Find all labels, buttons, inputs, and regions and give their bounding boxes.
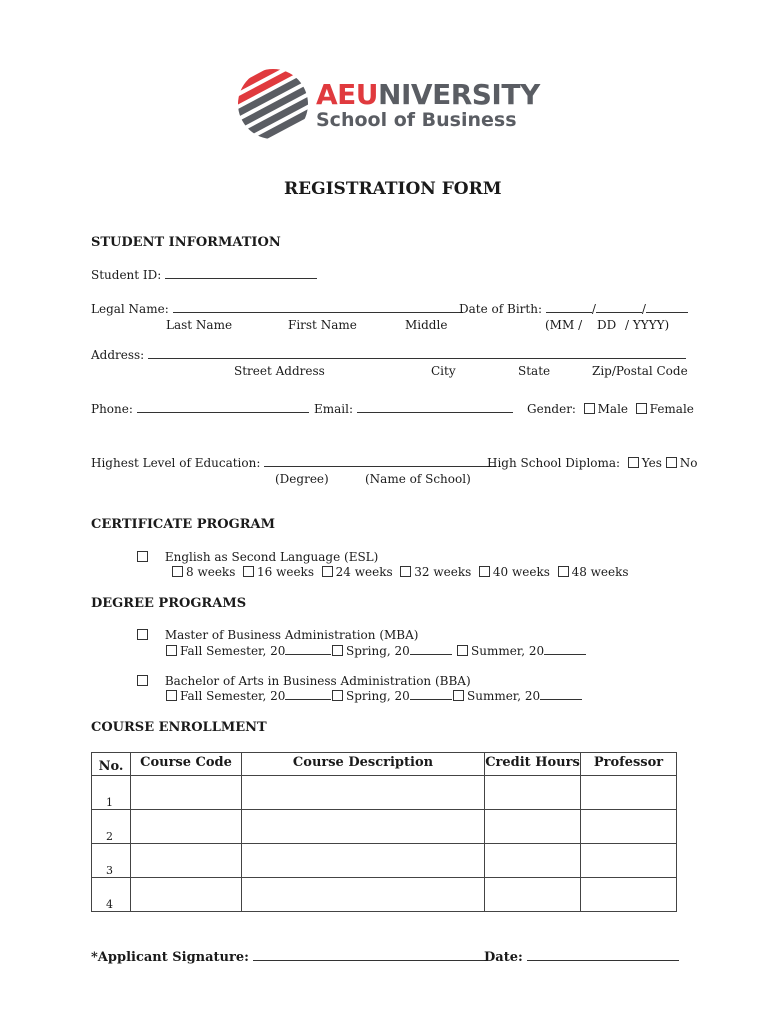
student-id-row — [91, 268, 317, 282]
mba-fall-option — [166, 644, 331, 658]
female-checkbox[interactable] — [636, 403, 647, 414]
credit-hours-cell[interactable] — [485, 776, 581, 810]
table-row — [92, 776, 677, 810]
duration-checkbox[interactable] — [172, 566, 183, 577]
mba-checkbox[interactable] — [137, 629, 148, 640]
mba-summer-checkbox[interactable] — [457, 645, 468, 656]
form-title: REGISTRATION FORM — [284, 179, 502, 199]
dob-year-field[interactable] — [646, 302, 688, 313]
col-header-credit-hours: Credit Hours — [485, 753, 581, 776]
education-row — [91, 456, 496, 470]
gender-row — [527, 402, 694, 416]
credit-hours-cell[interactable] — [485, 810, 581, 844]
diploma-row — [487, 456, 697, 470]
degree-caption: (Degree) — [275, 472, 329, 486]
fall-semester-label: Fall Semester, 20 — [180, 644, 286, 658]
row-number: 4 — [92, 878, 131, 912]
duration-option-label: 48 weeks — [571, 565, 629, 579]
bba-summer-checkbox[interactable] — [453, 690, 464, 701]
mba-program-row — [137, 628, 418, 642]
esl-program-row — [137, 550, 378, 564]
diploma-no-label: No — [679, 456, 698, 470]
middle-caption: Middle — [405, 318, 448, 332]
duration-checkbox[interactable] — [479, 566, 490, 577]
table-header-row — [92, 753, 677, 776]
last-name-caption: Last Name — [166, 318, 233, 332]
email-label: Email: — [314, 402, 354, 416]
spring-label: Spring, 20 — [346, 689, 410, 703]
mba-fall-checkbox[interactable] — [166, 645, 177, 656]
row-number: 1 — [92, 776, 131, 810]
city-caption: City — [431, 364, 456, 378]
duration-checkbox[interactable] — [400, 566, 411, 577]
dob-label: Date of Birth: — [459, 302, 542, 316]
mba-program-label: Master of Business Administration (MBA) — [164, 628, 419, 642]
col-header-label: No. — [98, 759, 124, 774]
row-number: 3 — [92, 844, 131, 878]
row-number: 2 — [92, 810, 131, 844]
col-header-course-code: Course Code — [131, 753, 242, 776]
duration-checkbox[interactable] — [558, 566, 569, 577]
dob-month-field[interactable] — [546, 302, 592, 313]
esl-checkbox[interactable] — [137, 551, 148, 562]
bba-fall-checkbox[interactable] — [166, 690, 177, 701]
date-row — [484, 950, 679, 965]
dob-day-field[interactable] — [596, 302, 642, 313]
credit-hours-cell[interactable] — [485, 844, 581, 878]
male-checkbox[interactable] — [584, 403, 595, 414]
student-id-field[interactable] — [165, 268, 317, 279]
phone-row — [91, 402, 309, 416]
signature-label: *Applicant Signature: — [91, 950, 249, 965]
professor-cell[interactable] — [581, 844, 677, 878]
bba-spring-year-field[interactable] — [410, 689, 452, 700]
course-enrollment-table — [91, 752, 677, 912]
course-code-cell[interactable] — [131, 776, 242, 810]
logo-wordmark — [316, 78, 540, 111]
table-row — [92, 878, 677, 912]
phone-label: Phone: — [91, 402, 133, 416]
state-caption: State — [518, 364, 551, 378]
dob-mm-caption: (MM / — [545, 318, 583, 332]
bba-summer-year-field[interactable] — [540, 689, 582, 700]
duration-option-label: 16 weeks — [257, 565, 314, 579]
address-label: Address: — [91, 348, 145, 362]
dob-slash: / — [641, 302, 646, 316]
education-label: Highest Level of Education: — [91, 456, 261, 470]
dob-slash: / — [591, 302, 596, 316]
mba-spring-year-field[interactable] — [410, 644, 452, 655]
professor-cell[interactable] — [581, 776, 677, 810]
diploma-yes-checkbox[interactable] — [628, 457, 639, 468]
certificate-heading: CERTIFICATE PROGRAM — [91, 517, 276, 532]
mba-summer-option — [457, 644, 586, 658]
logo-brand-red: AEU — [316, 78, 379, 111]
bba-fall-option — [166, 689, 331, 703]
phone-field[interactable] — [137, 402, 309, 413]
email-row — [314, 402, 513, 416]
summer-label: Summer, 20 — [467, 689, 541, 703]
student-id-label: Student ID: — [91, 268, 162, 282]
legal-name-row — [91, 302, 463, 316]
col-header-no — [92, 753, 131, 776]
mba-spring-option — [332, 644, 452, 658]
diploma-label: High School Diploma: — [487, 456, 621, 470]
bba-program-label: Bachelor of Arts in Business Administration (BBA) — [164, 674, 471, 688]
duration-option-label: 8 weeks — [186, 565, 236, 579]
gender-label: Gender: — [527, 402, 576, 416]
email-field[interactable] — [357, 402, 513, 413]
mba-spring-checkbox[interactable] — [332, 645, 343, 656]
duration-checkbox[interactable] — [243, 566, 254, 577]
credit-hours-cell[interactable] — [485, 878, 581, 912]
col-header-professor: Professor — [581, 753, 677, 776]
bba-fall-year-field[interactable] — [285, 689, 331, 700]
duration-option-label: 24 weeks — [335, 565, 393, 579]
education-field[interactable] — [264, 456, 496, 467]
course-description-cell[interactable] — [242, 878, 485, 912]
duration-option-label: 32 weeks — [414, 565, 472, 579]
first-name-caption: First Name — [288, 318, 357, 332]
professor-cell[interactable] — [581, 810, 677, 844]
zip-caption: Zip/Postal Code — [592, 364, 688, 378]
male-label: Male — [597, 402, 629, 416]
spring-label: Spring, 20 — [346, 644, 410, 658]
mba-summer-year-field[interactable] — [544, 644, 586, 655]
course-code-cell[interactable] — [131, 844, 242, 878]
bba-checkbox[interactable] — [137, 675, 148, 686]
duration-checkbox[interactable] — [322, 566, 333, 577]
date-field[interactable] — [527, 950, 679, 961]
legal-name-label: Legal Name: — [91, 302, 169, 316]
table-row — [92, 810, 677, 844]
bba-summer-option — [453, 689, 582, 703]
course-description-cell[interactable] — [242, 776, 485, 810]
globe-logo-icon — [237, 68, 309, 140]
dob-row — [459, 302, 688, 316]
street-caption: Street Address — [234, 364, 325, 378]
course-code-cell[interactable] — [131, 878, 242, 912]
logo-brand-grey: NIVERSITY — [378, 78, 540, 111]
female-label: Female — [649, 402, 694, 416]
course-description-cell[interactable] — [242, 844, 485, 878]
bba-spring-option — [332, 689, 452, 703]
esl-duration-options — [172, 565, 629, 579]
address-field[interactable] — [148, 348, 686, 359]
esl-program-label: English as Second Language (ESL) — [164, 550, 379, 564]
logo-subtitle: School of Business — [316, 109, 517, 131]
dob-yyyy-caption: / YYYY) — [625, 318, 670, 332]
duration-option-label: 40 weeks — [492, 565, 550, 579]
date-label: Date: — [484, 950, 523, 965]
course-code-cell[interactable] — [131, 810, 242, 844]
signature-field[interactable] — [253, 950, 487, 961]
diploma-no-checkbox[interactable] — [666, 457, 677, 468]
professor-cell[interactable] — [581, 878, 677, 912]
dob-dd-caption: DD — [597, 318, 617, 332]
course-enrollment-heading: COURSE ENROLLMENT — [91, 720, 267, 735]
school-name-caption: (Name of School) — [365, 472, 471, 486]
bba-spring-checkbox[interactable] — [332, 690, 343, 701]
summer-label: Summer, 20 — [471, 644, 545, 658]
col-header-course-description: Course Description — [242, 753, 485, 776]
degree-programs-heading: DEGREE PROGRAMS — [91, 596, 247, 611]
mba-fall-year-field[interactable] — [285, 644, 331, 655]
legal-name-field[interactable] — [173, 302, 463, 313]
fall-semester-label: Fall Semester, 20 — [180, 689, 286, 703]
student-info-heading: STUDENT INFORMATION — [91, 235, 281, 250]
table-row — [92, 844, 677, 878]
course-description-cell[interactable] — [242, 810, 485, 844]
bba-program-row — [137, 674, 471, 688]
address-row — [91, 348, 686, 362]
signature-row — [91, 950, 487, 965]
diploma-yes-label: Yes — [641, 456, 662, 470]
